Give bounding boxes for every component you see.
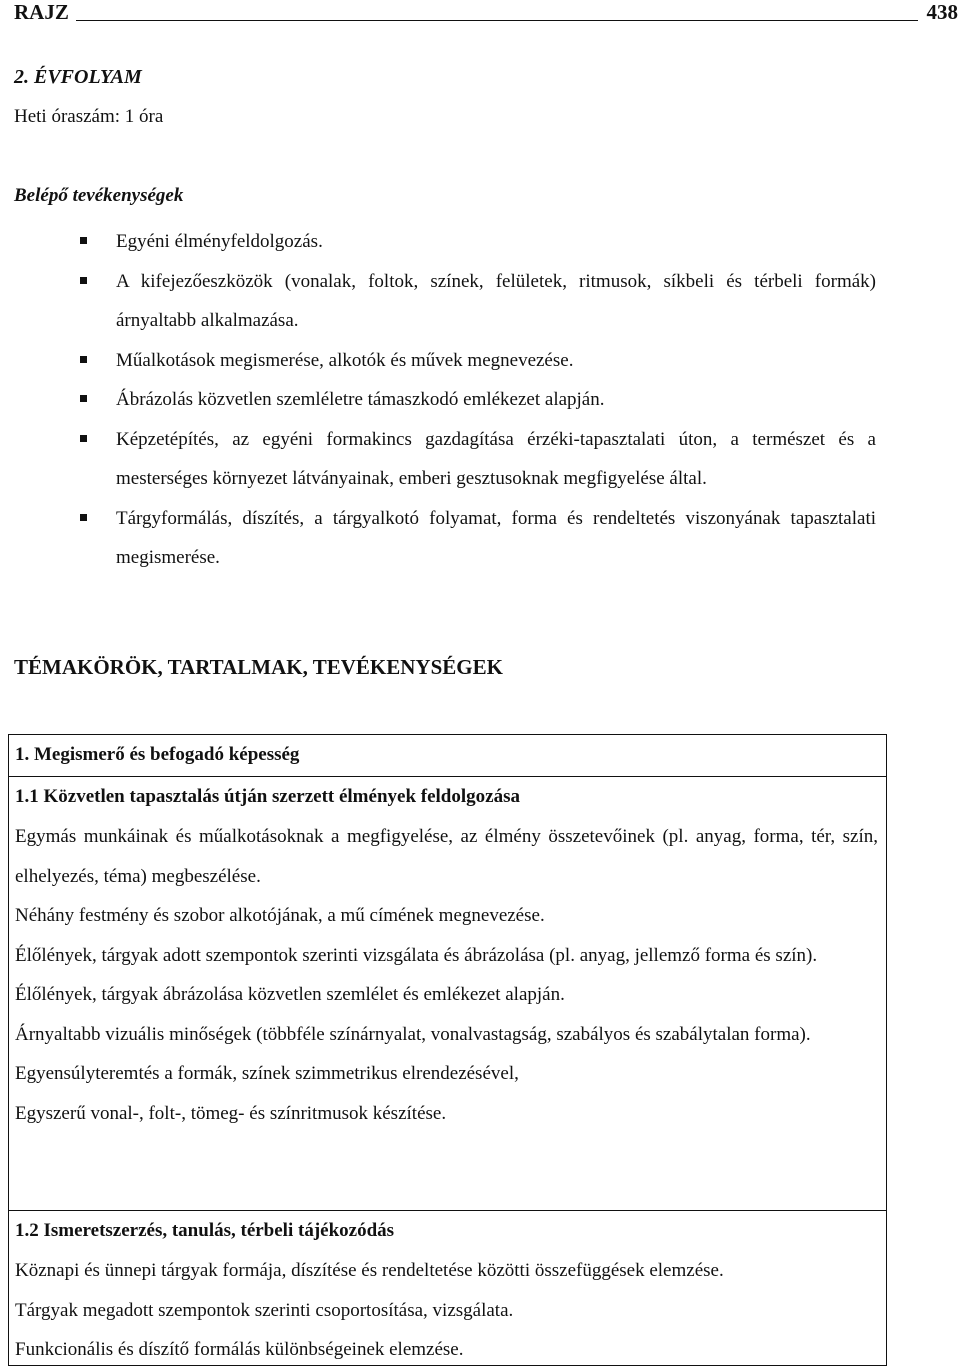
entry-activities-heading: Belépő tevékenységek — [14, 185, 184, 206]
table-title-row — [9, 735, 886, 777]
bullet-square-icon — [80, 395, 87, 402]
section-paragraph: Néhány festmény és szobor alkotójának, a mű címének megnevezése. — [15, 905, 545, 926]
section-1-2 — [9, 1211, 886, 1370]
list-item: A kifejezőeszközök (vonalak, foltok, színek, felületek, ritmusok, síkbeli és térbeli formák) árnyaltabb alkalmazása. — [0, 262, 960, 341]
section-paragraph: Élőlények, tárgyak adott szempontok szerinti vizsgálata és ábrázolása (pl. anyag, jellemző forma és szín). — [15, 944, 818, 966]
list-item: Egyéni élményfeldolgozás. — [0, 222, 960, 262]
section-paragraph: Árnyaltabb vizuális minőségek (többféle színárnyalat, vonalvastagság, szabályos és szabálytalan forma). — [15, 1023, 811, 1045]
bullet-square-icon — [80, 435, 87, 442]
page-header — [14, 0, 960, 24]
weekly-hours: Heti óraszám: 1 óra — [14, 106, 164, 127]
list-item: Tárgyformálás, díszítés, a tárgyalkotó folyamat, forma és rendeltetés viszonyának tapasztalati megismerése. — [0, 499, 960, 578]
bullet-square-icon — [80, 277, 87, 284]
section-paragraph: Tárgyak megadott szempontok szerinti csoportosítása, vizsgálata. — [15, 1299, 514, 1321]
section-paragraph: Egyensúlyteremtés a formák, színek szimmetrikus elrendezésével, — [15, 1063, 519, 1084]
section-paragraph: Funkcionális és díszítő formálás különbségeinek elemzése. — [15, 1339, 464, 1360]
section-1-1 — [9, 777, 886, 1211]
section-heading: 1.1 Közvetlen tapasztalás útján szerzett élmények feldolgozása — [15, 786, 520, 807]
header-rule — [76, 20, 918, 21]
bullet-square-icon — [80, 356, 87, 363]
page-number: 438 — [926, 0, 958, 24]
section-paragraph: Élőlények, tárgyak ábrázolása közvetlen szemlélet és emlékezet alapján. — [15, 984, 565, 1005]
subject-title: RAJZ — [14, 0, 69, 24]
list-item: Képzetépítés, az egyéni formakincs gazdagítása érzéki-tapasztalati úton, a természet és a mesterséges környezet látványainak, emberi gesztusoknak megfigyelése által. — [0, 420, 960, 499]
grade-heading: 2. ÉVFOLYAM — [14, 66, 142, 88]
topics-heading: TÉMAKÖRÖK, TARTALMAK, TEVÉKENYSÉGEK — [14, 655, 503, 679]
section-paragraph: Egyszerű vonal-, folt-, tömeg- és színritmusok készítése. — [15, 1102, 447, 1124]
section-heading: 1.2 Ismeretszerzés, tanulás, térbeli tájékozódás — [15, 1220, 395, 1241]
entry-activities-list — [0, 222, 960, 578]
bullet-square-icon — [80, 514, 87, 521]
curriculum-table — [8, 734, 887, 1366]
list-item: Műalkotások megismerése, alkotók és művek megnevezése. — [0, 341, 960, 381]
bullet-square-icon — [80, 237, 87, 244]
section-paragraph: Egymás munkáinak és műalkotásoknak a megfigyelése, az élmény összetevőinek (pl. anyag, forma, tér, szín, elhelyezés, téma) megbeszélése. — [15, 826, 878, 887]
list-item: Ábrázolás közvetlen szemléletre támaszkodó emlékezet alapján. — [0, 380, 960, 420]
section-paragraph: Köznapi és ünnepi tárgyak formája, díszítése és rendeltetése közötti összefüggések elemzése. — [15, 1260, 724, 1281]
table-title: 1. Megismerő és befogadó képesség — [15, 744, 300, 765]
